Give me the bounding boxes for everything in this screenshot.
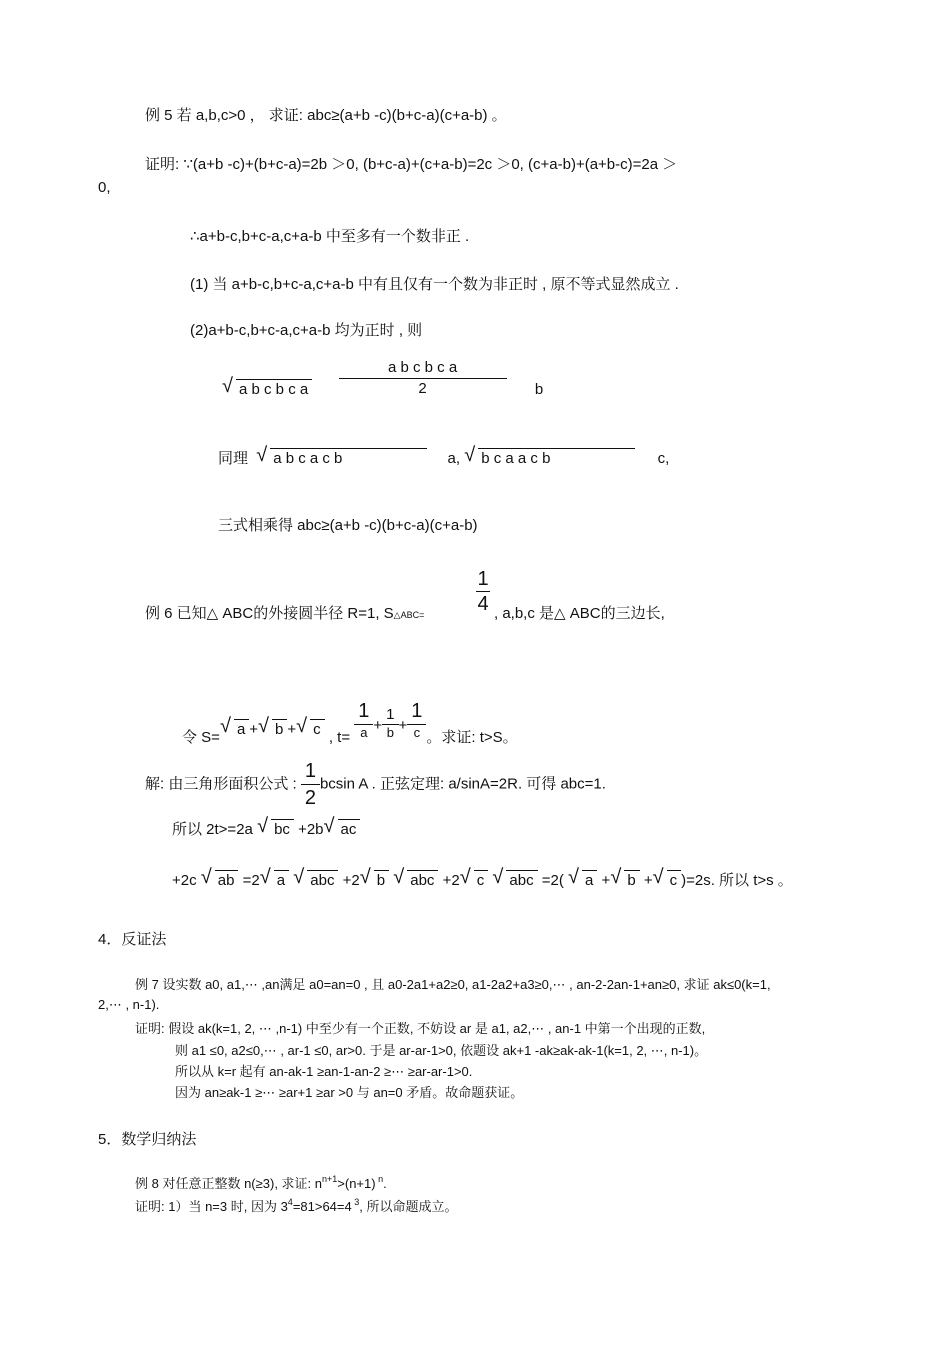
superscript: 3: [351, 1197, 360, 1207]
sqrt-ac: √ ac: [324, 819, 361, 840]
text: 所以 2t>=2a: [172, 821, 253, 838]
denominator: 4: [477, 593, 489, 615]
superscript: n: [375, 1174, 384, 1184]
equals: =: [419, 610, 425, 620]
text: +2: [342, 872, 360, 889]
radicand: abc: [506, 870, 537, 891]
radicand: bc: [271, 819, 294, 840]
radicand: abc: [307, 870, 338, 891]
example-5-case-1: (1) 当 a+b-c,b+c-a,c+a-b 中有且仅有一个数为非正时 , 原不等式显然成立 .: [190, 276, 679, 293]
sqrt-expression: √ b c a a c b: [464, 448, 635, 469]
superscript: n+1: [322, 1174, 338, 1184]
numerator: 1: [382, 705, 398, 726]
example-7-line-2: 2,⋯ , n-1).: [98, 997, 160, 1012]
fraction-1-c: [407, 698, 426, 742]
example-5-proof-line-2: 0,: [98, 179, 111, 196]
radicand: c: [474, 870, 489, 891]
fraction-1-a: [354, 698, 373, 742]
example-7-proof-line-3: 所以从 k=r 起有 an-ak-1 ≥an-1-an-2 ≥⋯ ≥ar-ar-1>0.: [175, 1064, 473, 1079]
example-7-line-1: 例 7 设实数 a0, a1,⋯ ,an满足 a0=an=0 , 且 a0-2a1+a2≥0, a1-2a2+a3≥0,⋯ , an-2-2an-1+an≥0, 求证 ak≤0(k=1,: [135, 977, 771, 992]
sqrt-b: √ b: [610, 870, 639, 891]
radicand: a: [234, 719, 249, 740]
text: =2(: [541, 872, 564, 889]
example-5-title: 例 5 若 a,b,c>0 ， 求证: abc≥(a+b -c)(b+c-a)(c+a-b) 。: [145, 107, 507, 124]
sqrt-a: √ a: [568, 870, 597, 891]
denominator: 2: [304, 787, 316, 809]
text: )=2s. 所以 t>s 。: [681, 872, 793, 889]
sqrt-expression: √ a b c a c b: [256, 448, 427, 469]
text: 令 S=: [182, 729, 220, 746]
example-5-case-2: (2)a+b-c,b+c-a,c+a-b 均为正时 , 则: [190, 322, 423, 339]
text: 例 8 对任意正整数 n(≥3), 求证: n: [135, 1176, 322, 1191]
example-6-solution: [145, 758, 606, 811]
sqrt-abc: √ abc: [293, 870, 338, 891]
denominator: a: [360, 725, 368, 740]
example-6-title: [145, 602, 424, 623]
radicand: c: [667, 870, 682, 891]
sqrt-abc: √ abc: [393, 870, 438, 891]
plus: +: [643, 872, 653, 889]
sqrt-c: √ c: [653, 870, 682, 891]
area-fraction: [476, 568, 490, 615]
radicand: abc: [407, 870, 438, 891]
radicand: a b c a c b: [270, 448, 427, 469]
numerator: a b c b c a: [339, 358, 507, 379]
numerator: 1: [354, 698, 373, 725]
sqrt-c: √ c: [296, 719, 325, 740]
rhs: a,: [447, 450, 461, 467]
text: .: [383, 1176, 387, 1191]
radicand: a: [274, 870, 289, 891]
radicand: c: [310, 719, 325, 740]
example-7-proof-line-2: 则 a1 ≤0, a2≤0,⋯ , ar-1 ≤0, ar>0. 于是 ar-ar-1>0, 依题设 ak+1 -ak≥ak-ak-1(k=1, 2, ⋯, n-1)。: [175, 1043, 708, 1058]
text: 。求证: t>S。: [426, 729, 518, 746]
text: +2: [442, 872, 460, 889]
sqrt-c: √ c: [460, 870, 489, 891]
plus: +: [373, 717, 383, 734]
denominator: 2: [418, 379, 427, 397]
text: =81>64=4: [292, 1199, 352, 1214]
example-5-conclusion: 三式相乘得 abc≥(a+b -c)(b+c-a)(c+a-b): [218, 517, 478, 534]
inequality-2-3: [218, 444, 670, 469]
radicand: ab: [215, 870, 239, 891]
example-7-proof-line-1: 证明: 假设 ak(k=1, 2, ⋯ ,n-1) 中至少有一个正数, 不妨设 ar 是 a1, a2,⋯ , an-1 中第一个出现的正数,: [135, 1021, 706, 1036]
example-7-proof-line-4: 因为 an≥ak-1 ≥⋯ ≥ar+1 ≥ar >0 与 an=0 矛盾。故命题获证。: [175, 1085, 524, 1100]
numerator: 1: [301, 758, 320, 785]
sqrt-a: √ a: [220, 719, 249, 740]
radicand: b: [374, 870, 389, 891]
plus: +: [398, 717, 408, 734]
sqrt-bc: √ bc: [257, 819, 294, 840]
example-6-definition: [182, 698, 518, 747]
radicand: b: [272, 719, 287, 740]
section-4-heading: 4．反证法: [98, 931, 167, 948]
title-text: 例 6 已知△ ABC的外接圆半径 R=1, S: [145, 605, 394, 622]
text: =2: [242, 872, 260, 889]
text: , 所以命题成立。: [359, 1199, 458, 1214]
example-5-proof-line-1: 证明: ∵(a+b -c)+(b+c-a)=2b ＞0, (b+c-a)+(c+a-b)=2c ＞0, (c+a-b)+(a+b-c)=2a ＞: [145, 156, 678, 173]
same-label: 同理: [218, 450, 249, 467]
text: 证明: 1）当 n=3 时, 因为 3: [135, 1199, 288, 1214]
subscript: △ABC: [393, 610, 420, 620]
example-5-therefore: ∴a+b-c,b+c-a,c+a-b 中至多有一个数非正 .: [190, 228, 470, 245]
denominator: b: [386, 725, 394, 740]
text: 解: 由三角形面积公式 :: [145, 775, 297, 793]
fraction: [339, 358, 507, 398]
plus: +: [601, 872, 611, 889]
text: bcsin A . 正弦定理: a/sinA=2R. 可得 abc=1.: [319, 775, 606, 793]
radicand: b: [624, 870, 639, 891]
radicand: a: [582, 870, 597, 891]
fraction-1-b: [382, 705, 398, 742]
denominator: c: [413, 725, 421, 740]
example-8-title: [135, 1173, 387, 1192]
radicand: b c a a c b: [478, 448, 635, 469]
sqrt-a: √ a: [260, 870, 289, 891]
sqrt-expression: √ a b c b c a: [222, 379, 312, 400]
plus: +: [249, 721, 259, 738]
superscript: 4: [287, 1197, 293, 1207]
example-6-step-2: [172, 866, 793, 891]
numerator: 1: [407, 698, 426, 725]
text: +2b: [298, 821, 324, 838]
example-8-proof: [135, 1196, 458, 1215]
numerator: 1: [477, 568, 489, 590]
sqrt-b: √ b: [258, 719, 287, 740]
text: >(n+1): [337, 1176, 376, 1191]
text: +2c: [172, 872, 197, 889]
half-fraction: [301, 758, 320, 811]
sqrt-abc: √ abc: [492, 870, 537, 891]
rhs: c,: [657, 450, 670, 467]
example-6-title-end: , a,b,c 是△ ABC的三边长,: [494, 605, 665, 622]
radicand: ac: [338, 819, 361, 840]
rhs: b: [534, 380, 544, 398]
radicand: a b c b c a: [236, 379, 312, 400]
inequality-1: [222, 358, 543, 400]
section-5-heading: 5．数学归纳法: [98, 1131, 197, 1148]
plus: +: [287, 721, 297, 738]
text: , t=: [324, 729, 351, 746]
sqrt-ab: √ ab: [201, 870, 239, 891]
example-6-step-1: [172, 815, 360, 840]
sqrt-b: √ b: [360, 870, 389, 891]
